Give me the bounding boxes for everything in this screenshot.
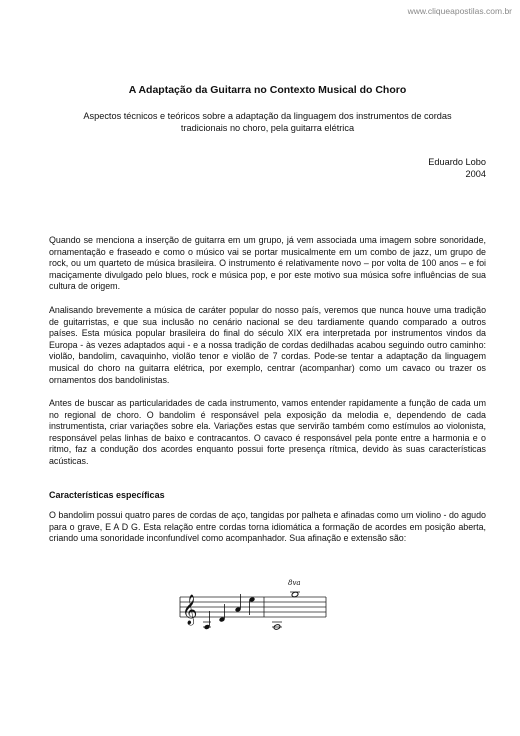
treble-clef-icon: 𝄞 xyxy=(182,595,198,625)
watermark: www.cliqueapostilas.com.br xyxy=(407,6,512,16)
note-g3 xyxy=(203,611,211,630)
page-subtitle: Aspectos técnicos e teóricos sobre a adaptação da linguagem dos instrumentos de cordas tradicionais no choro, pela guitarra elétrica xyxy=(83,111,452,133)
author-block xyxy=(428,156,486,180)
paragraph-intro: Quando se menciona a inserção de guitarra em um grupo, já vem associada uma imagem sobre sonoridade, ornamentação e fraseado e como o músico vai se portar musicalmente em um combo de jazz, um grupo de rock, ou um quarteto de música brasileira. O instrumento é relativamente novo – por volta de 100 anos – e foi maciçamente divulgado pelo blues, rock e música pop, e por este motivo sua música sofre influências de sua cultura de origem. xyxy=(49,235,486,292)
section-heading: Características específicas xyxy=(49,490,165,500)
mandolin-range-score xyxy=(178,575,328,635)
author-year: 2004 xyxy=(465,169,486,179)
page-title: A Adaptação da Guitarra no Contexto Musical do Choro xyxy=(128,84,407,96)
note-range-low xyxy=(272,622,282,630)
paragraph-history: Analisando brevemente a música de caráter popular do nosso país, veremos que nunca houve uma tradição de guitarristas, e que sua inclusão no cenário nacional se deu tardiamente quando comparado a outros países. Esta música popular brasileira do final do século XIX era interpretada por instrumentos vindos da Europa - às vezes adaptados aqui - e a nossa tradição de cordas dedilhadas acabou seguindo outro caminho: violão, bandolim, cavaquinho, violão tenor e violão de 7 cordas. Pode-se tentar a adaptação da linguagem musical do choro na guitarra elétrica, por exemplo, centrar (acompanhar) como um cavaco ou trazer os ornamentos dos bandolinistas. xyxy=(49,305,486,385)
paragraph-mandolin: O bandolim possui quatro pares de cordas de aço, tangidas por palheta e afinadas como um violino - do agudo para o grave, E A D G. Esta relação entre cordas torna idiomática a formação de acordes em posição aberta, criando uma sonoridade inconfundível como acompanhador. Sua afinação e extensão são: xyxy=(49,510,486,544)
paragraph-roles: Antes de buscar as particularidades de cada instrumento, vamos entender rapidamente a função de cada um no regional de choro. O bandolim é responsável pela exposição da melodia e, dependendo de cada instrumentista, criar variações sobre ela. Variações estas que servirão também como estímulos ao violonista, responsável pelas linhas de baixo e contracantos. O cavaco é responsável pela ponte entre a harmonia e o ritmo, faz a condução dos acordes enquanto possui forte presença rítmica, devido às suas características acústicas. xyxy=(49,398,486,466)
author-name: Eduardo Lobo xyxy=(428,157,486,167)
ottava-marking: 8va xyxy=(288,579,301,587)
